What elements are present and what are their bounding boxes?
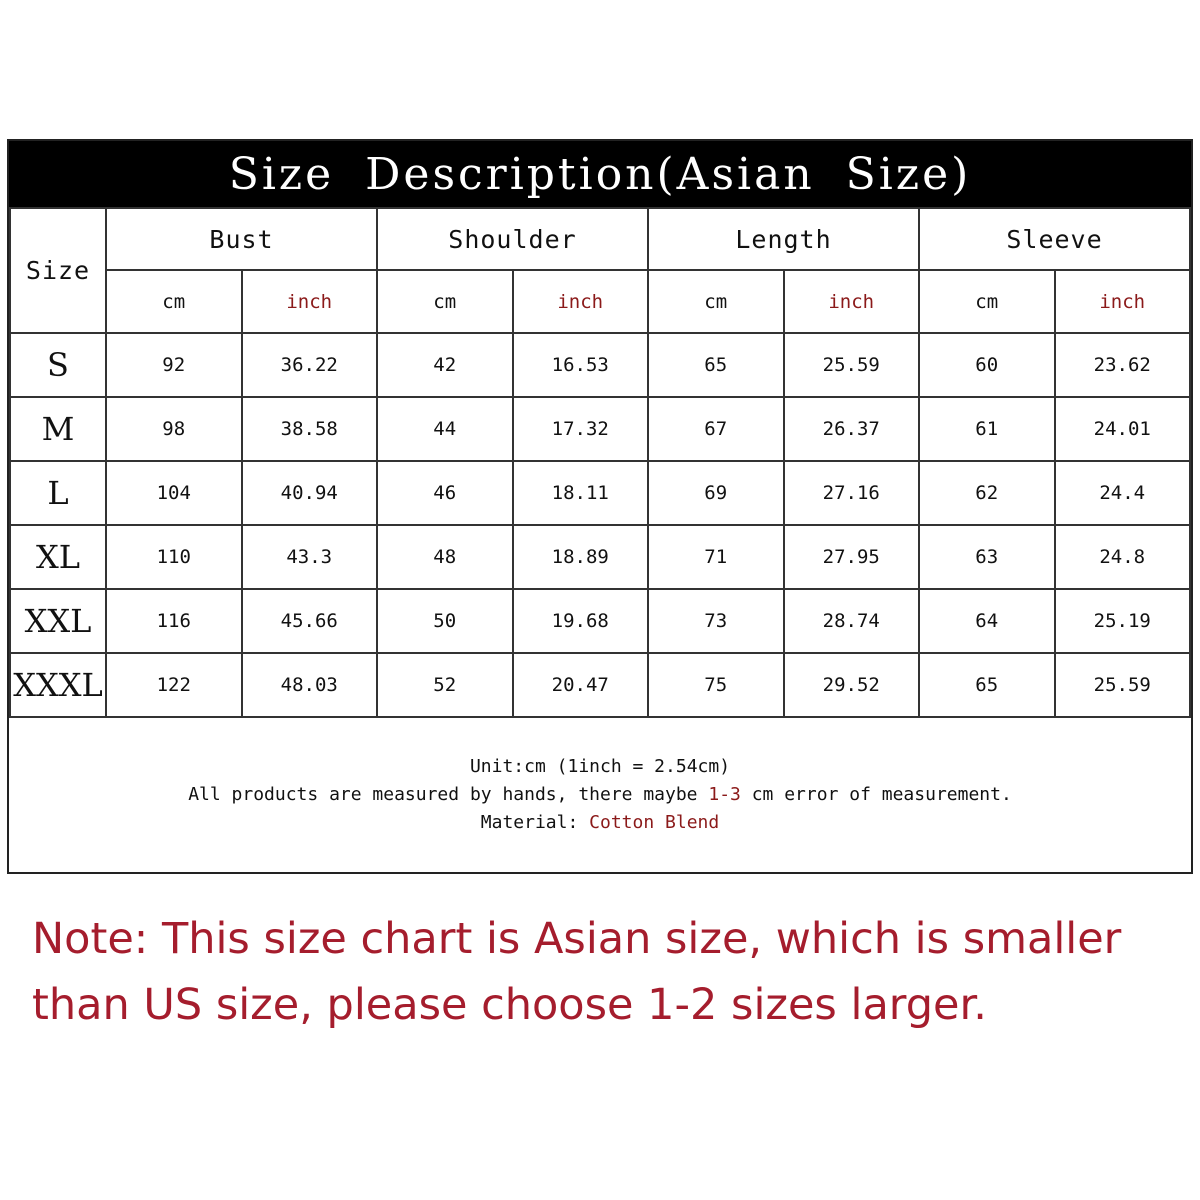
inch-value-cell: 24.4 [1055, 461, 1191, 525]
inch-value-cell: 36.22 [242, 333, 378, 397]
inch-value-cell: 24.8 [1055, 525, 1191, 589]
cm-value-cell: 98 [106, 397, 242, 461]
unit-header-cm: cm [919, 270, 1055, 333]
size-label: XXXL [10, 653, 106, 717]
cm-value-cell: 65 [648, 333, 784, 397]
inch-value-cell: 17.32 [513, 397, 649, 461]
group-header-length: Length [648, 208, 919, 270]
inch-value-cell: 26.37 [784, 397, 920, 461]
unit-header-inch: inch [242, 270, 378, 333]
inch-value-cell: 45.66 [242, 589, 378, 653]
inch-value-cell: 25.59 [1055, 653, 1191, 717]
cm-value-cell: 42 [377, 333, 513, 397]
group-header-bust: Bust [106, 208, 377, 270]
cm-value-cell: 44 [377, 397, 513, 461]
inch-value-cell: 23.62 [1055, 333, 1191, 397]
cm-value-cell: 75 [648, 653, 784, 717]
cm-value-cell: 61 [919, 397, 1055, 461]
size-table [9, 207, 1191, 718]
cm-value-cell: 122 [106, 653, 242, 717]
material-note [481, 809, 719, 837]
inch-value-cell: 18.89 [513, 525, 649, 589]
inch-value-cell: 20.47 [513, 653, 649, 717]
size-label: M [10, 397, 106, 461]
table-row [10, 333, 1190, 397]
cm-value-cell: 65 [919, 653, 1055, 717]
material-label: Material: [480, 812, 590, 833]
cm-value-cell: 62 [919, 461, 1055, 525]
unit-note: Unit:cm (1inch = 2.54cm) [469, 756, 731, 777]
size-chart [7, 139, 1193, 874]
chart-title: Size Description(Asian Size) [9, 141, 1191, 207]
table-row [10, 589, 1190, 653]
inch-value-cell: 25.59 [784, 333, 920, 397]
cm-value-cell: 48 [377, 525, 513, 589]
inch-value-cell: 29.52 [784, 653, 920, 717]
asian-size-note: Note: This size chart is Asian size, which is smaller than US size, please choose 1-2 sizes larger. [32, 914, 1122, 1030]
unit-header-cm: cm [377, 270, 513, 333]
cm-value-cell: 116 [106, 589, 242, 653]
unit-header-inch: inch [513, 270, 649, 333]
cm-value-cell: 73 [648, 589, 784, 653]
unit-header-inch: inch [784, 270, 920, 333]
measurement-error-range: 1-3 [708, 784, 741, 805]
size-label: S [10, 333, 106, 397]
cm-value-cell: 110 [106, 525, 242, 589]
inch-value-cell: 18.11 [513, 461, 649, 525]
table-row [10, 461, 1190, 525]
unit-header-cm: cm [106, 270, 242, 333]
size-label: XL [10, 525, 106, 589]
cm-value-cell: 92 [106, 333, 242, 397]
inch-value-cell: 40.94 [242, 461, 378, 525]
table-row [10, 653, 1190, 717]
cm-value-cell: 60 [919, 333, 1055, 397]
cm-value-cell: 46 [377, 461, 513, 525]
cm-value-cell: 104 [106, 461, 242, 525]
table-row [10, 397, 1190, 461]
inch-value-cell: 24.01 [1055, 397, 1191, 461]
inch-value-cell: 27.95 [784, 525, 920, 589]
cm-value-cell: 52 [377, 653, 513, 717]
notes-section [9, 718, 1191, 872]
inch-value-cell: 25.19 [1055, 589, 1191, 653]
inch-value-cell: 28.74 [784, 589, 920, 653]
unit-header-cm: cm [648, 270, 784, 333]
inch-value-cell: 43.3 [242, 525, 378, 589]
measurement-note [188, 781, 1012, 809]
unit-header-inch: inch [1055, 270, 1191, 333]
inch-value-cell: 48.03 [242, 653, 378, 717]
measurement-note-suffix: cm error of measurement. [740, 784, 1012, 805]
size-column-header: Size [10, 208, 106, 333]
cm-value-cell: 69 [648, 461, 784, 525]
size-label: XXL [10, 589, 106, 653]
material-value: Cotton Blend [589, 812, 720, 833]
cm-value-cell: 71 [648, 525, 784, 589]
table-row [10, 525, 1190, 589]
group-header-shoulder: Shoulder [377, 208, 648, 270]
cm-value-cell: 50 [377, 589, 513, 653]
inch-value-cell: 16.53 [513, 333, 649, 397]
cm-value-cell: 64 [919, 589, 1055, 653]
inch-value-cell: 19.68 [513, 589, 649, 653]
inch-value-cell: 27.16 [784, 461, 920, 525]
group-header-sleeve: Sleeve [919, 208, 1190, 270]
inch-value-cell: 38.58 [242, 397, 378, 461]
cm-value-cell: 63 [919, 525, 1055, 589]
measurement-note-prefix: All products are measured by hands, there maybe [188, 784, 709, 805]
cm-value-cell: 67 [648, 397, 784, 461]
size-label: L [10, 461, 106, 525]
